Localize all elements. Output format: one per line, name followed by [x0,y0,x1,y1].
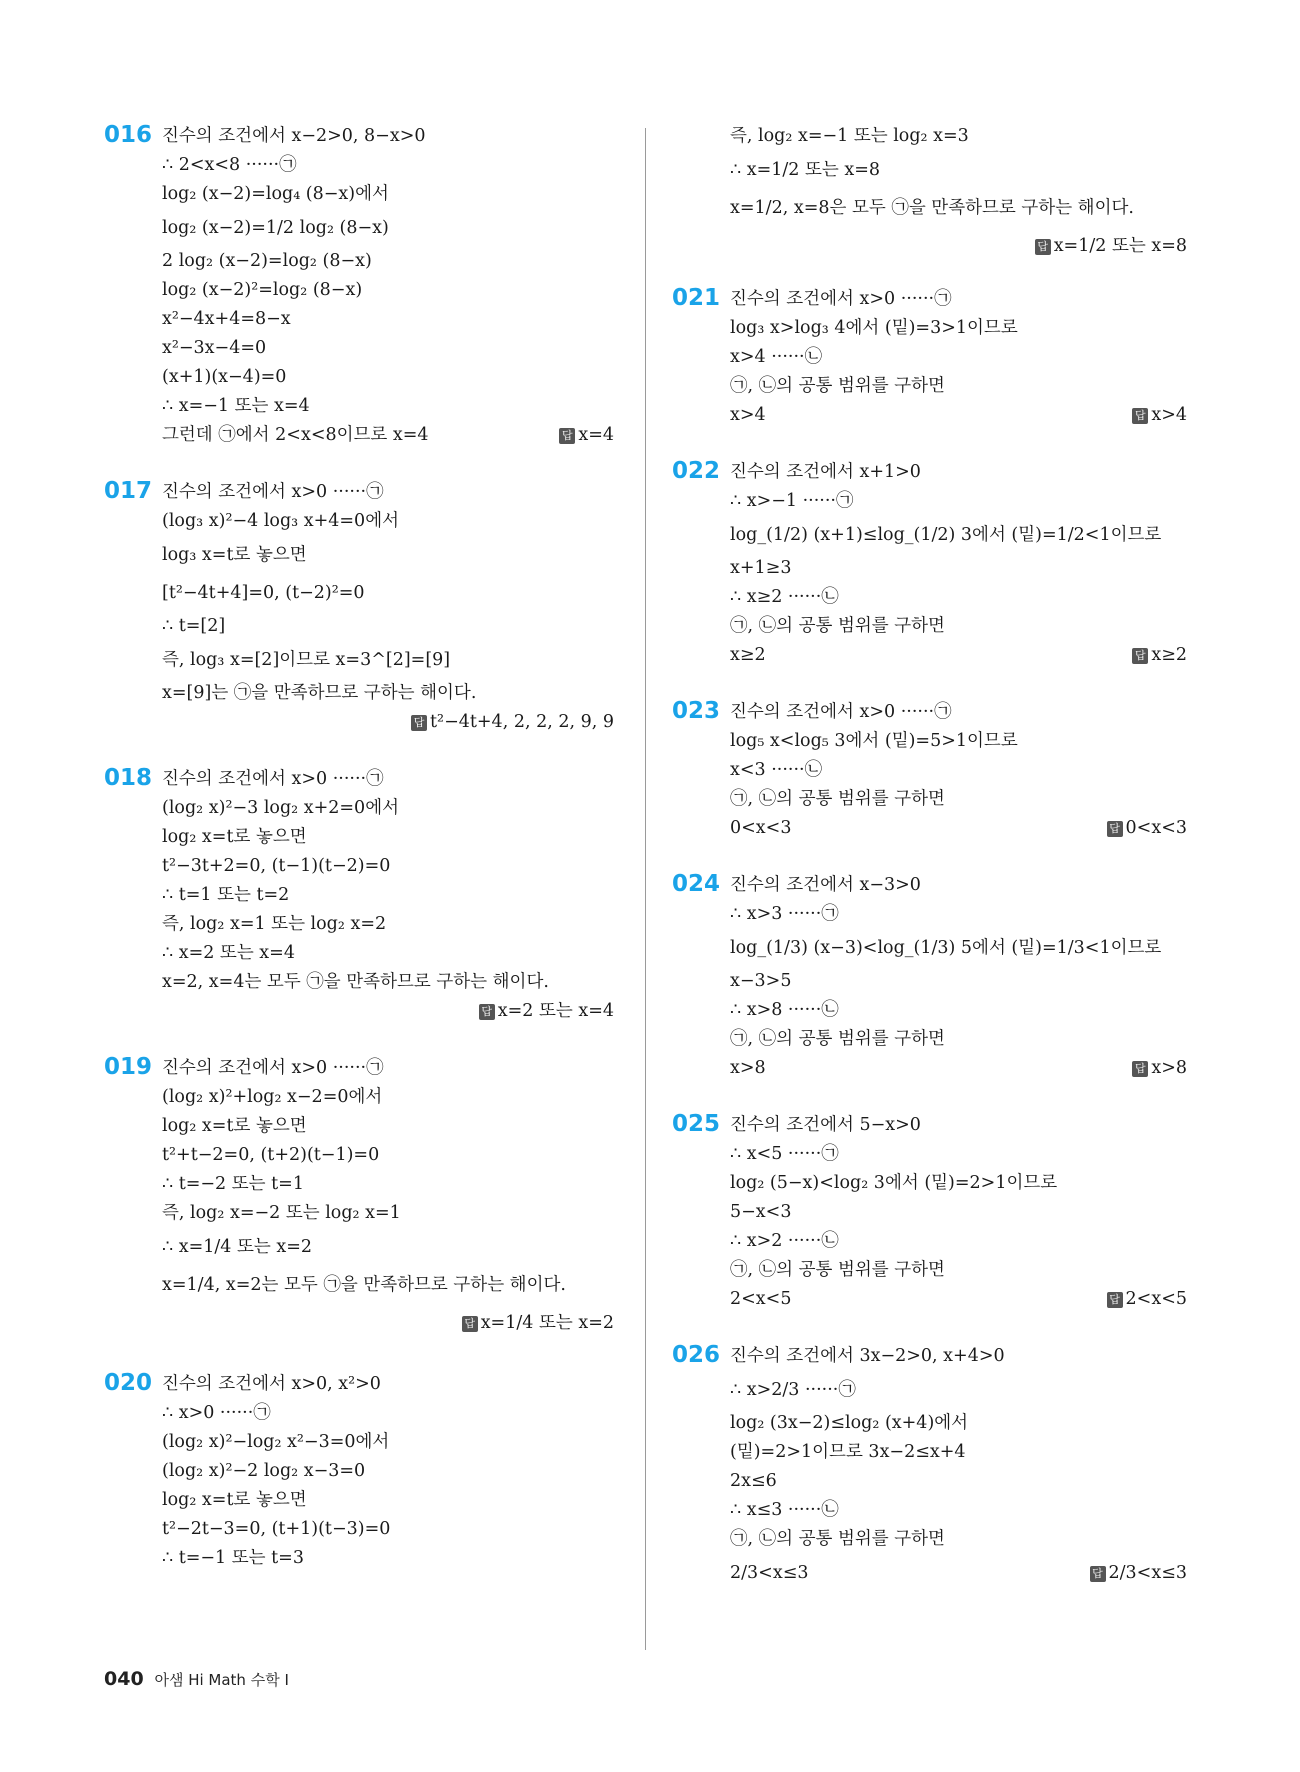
page-number: 040 [104,1668,144,1690]
solution-line: ∴ x>0 ······㉠ [162,1403,271,1423]
answer-icon: 답 [1132,648,1148,664]
answer-icon: 답 [1035,239,1051,255]
answer-text: 2/3<x≤3 [1108,1563,1187,1583]
answer [162,1304,614,1342]
solution-line: log₃ x>log₃ 4에서 (밑)=3>1이므로 [730,318,1018,338]
answer-text: 0<x<3 [1125,818,1187,838]
solution-line: 진수의 조건에서 x>0 ······㉠ [730,289,952,309]
solution-line: ∴ t=[2] [162,616,226,636]
solution-line: (log₂ x)²−3 log₂ x+2=0에서 [162,798,399,818]
answer [162,997,614,1026]
solution-line: log₃ x=t로 놓으면 [162,545,307,565]
solution-line: ∴ 2<x<8 ······㉠ [162,155,297,175]
answer [730,227,1187,265]
answer [1090,1554,1188,1592]
solution-line: (밑)=2>1이므로 3x−2≤x+4 [730,1442,966,1462]
solution-line: 5−x<3 [730,1202,792,1222]
solution-line: x>4 [730,405,766,425]
solution-line: 진수의 조건에서 x>0 ······㉠ [730,702,952,722]
answer [1107,1285,1187,1314]
answer-text: x=1/2 또는 x=8 [1053,236,1187,256]
problem-block [104,1370,614,1573]
solution-body [730,458,1187,670]
solution-line: ∴ x>3 ······㉠ [730,904,839,924]
problem-number: 025 [672,1111,721,1137]
solution-line-with-answer [730,401,1187,430]
problem-block [104,1054,614,1342]
solution-line: 2<x<5 [730,1289,792,1309]
solution-line: t²−3t+2=0, (t−1)(t−2)=0 [162,856,391,876]
problem-number: 020 [104,1370,153,1396]
solution-line: log₂ (5−x)<log₂ 3에서 (밑)=2>1이므로 [730,1173,1058,1193]
page-footer [104,1668,289,1690]
solution-line-with-answer [162,421,614,450]
solution-body [162,122,614,450]
answer-text: 2<x<5 [1125,1289,1187,1309]
solution-line: t²+t−2=0, (t+2)(t−1)=0 [162,1145,380,1165]
solution-line: x>4 ······㉡ [730,347,823,367]
solution-line: x≥2 [730,645,766,665]
solution-body [730,122,1187,265]
solution-line: log_(1/3) (x−3)<log_(1/3) 5에서 (밑)=1/3<1이므로 [730,938,1162,958]
solution-line: ∴ t=1 또는 t=2 [162,885,290,905]
solution-line: 2x≤6 [730,1471,777,1491]
solution-line: 진수의 조건에서 x>0 ······㉠ [162,482,384,502]
solution-line: ∴ x>2 ······㉡ [730,1231,839,1251]
solution-line-with-answer [730,1054,1187,1083]
solution-line: ㉠, ㉡의 공통 범위를 구하면 [730,616,945,636]
solution-line: 2/3<x≤3 [730,1563,809,1583]
answer-text: t²−4t+4, 2, 2, 2, 9, 9 [430,712,614,732]
problem-number: 024 [672,871,721,897]
solution-line: ㉠, ㉡의 공통 범위를 구하면 [730,789,945,809]
solution-line: x+1≥3 [730,558,792,578]
solution-line: log₂ x=t로 놓으면 [162,1116,307,1136]
solution-line: ∴ x=−1 또는 x=4 [162,396,310,416]
solution-line: 2 log₂ (x−2)=log₂ (8−x) [162,251,372,271]
solution-line: (log₂ x)²−log₂ x²−3=0에서 [162,1432,390,1452]
solution-line: log₂ (x−2)=1/2 log₂ (8−x) [162,218,389,238]
answer-text: x>8 [1151,1058,1187,1078]
answer [1132,401,1187,430]
solution-line: 즉, log₂ x=−2 또는 log₂ x=1 [162,1203,401,1223]
solution-line: x>8 [730,1058,766,1078]
solution-line: ㉠, ㉡의 공통 범위를 구하면 [730,1260,945,1280]
solution-line: 진수의 조건에서 x>0, x²>0 [162,1374,381,1394]
solution-line: x²−3x−4=0 [162,338,267,358]
answer-text: x>4 [1151,405,1187,425]
solution-line: t²−2t−3=0, (t+1)(t−3)=0 [162,1519,391,1539]
left-column [104,122,614,1573]
solution-line: log₂ x=t로 놓으면 [162,1490,307,1510]
solution-line: log₂ (3x−2)≤log₂ (x+4)에서 [730,1413,969,1433]
answer-icon: 답 [1107,1292,1123,1308]
solution-body [730,1342,1187,1592]
solution-line: (log₃ x)²−4 log₃ x+4=0에서 [162,511,399,531]
problem-block [672,698,1187,843]
problem-number: 022 [672,458,721,484]
solution-line: 즉, log₂ x=1 또는 log₂ x=2 [162,914,387,934]
solution-line: ∴ x<5 ······㉠ [730,1144,839,1164]
answer [559,421,614,450]
problem-block [672,871,1187,1083]
solution-line: ∴ x≥2 ······㉡ [730,587,839,607]
answer-text: x=2 또는 x=4 [497,1001,614,1021]
solution-line: ∴ t=−1 또는 t=3 [162,1548,304,1568]
solution-line: 그런데 ㉠에서 2<x<8이므로 x=4 [162,425,429,445]
answer-text: x≥2 [1151,645,1187,665]
solution-line: x−3>5 [730,971,792,991]
solution-line-with-answer [730,641,1187,670]
answer [162,708,614,737]
solution-line: (log₂ x)²+log₂ x−2=0에서 [162,1087,383,1107]
solution-line: 즉, log₂ x=−1 또는 log₂ x=3 [730,126,969,146]
solution-line: log₂ (x−2)²=log₂ (8−x) [162,280,363,300]
answer-icon: 답 [1107,821,1123,837]
problem-number: 017 [104,478,153,504]
solution-line: (log₂ x)²−2 log₂ x−3=0 [162,1461,366,1481]
solution-line: ㉠, ㉡의 공통 범위를 구하면 [730,376,945,396]
problem-block [104,122,614,450]
solution-line: ∴ x>−1 ······㉠ [730,491,854,511]
solution-line: 진수의 조건에서 3x−2>0, x+4>0 [730,1346,1005,1366]
solution-body [162,1370,614,1573]
answer-icon: 답 [462,1316,478,1332]
problem-block [672,1342,1187,1592]
solution-body [730,285,1187,430]
solution-line: 진수의 조건에서 x−2>0, 8−x>0 [162,126,426,146]
solution-line: ∴ x=1/4 또는 x=2 [162,1237,312,1257]
problem-block [104,478,614,737]
answer-icon: 답 [1132,1061,1148,1077]
answer-icon: 답 [559,428,575,444]
column-divider [645,128,646,1650]
answer-text: x=4 [578,425,614,445]
solution-line: ∴ x=1/2 또는 x=8 [730,160,880,180]
solution-body [162,765,614,1026]
solution-line: x=[9]는 ㉠을 만족하므로 구하는 해이다. [162,683,477,703]
solution-line: 진수의 조건에서 x+1>0 [730,462,921,482]
answer-icon: 답 [479,1004,495,1020]
solution-line: 진수의 조건에서 x>0 ······㉠ [162,1058,384,1078]
solution-line: [t²−4t+4]=0, (t−2)²=0 [162,583,365,603]
solution-line: x=1/2, x=8은 모두 ㉠을 만족하므로 구하는 해이다. [730,198,1134,218]
solution-body [730,871,1187,1083]
solution-line: x²−4x+4=8−x [162,309,291,329]
solution-line: (x+1)(x−4)=0 [162,367,287,387]
solution-line: ∴ x>8 ······㉡ [730,1000,839,1020]
solution-line: ㉠, ㉡의 공통 범위를 구하면 [730,1029,945,1049]
solution-line: ㉠, ㉡의 공통 범위를 구하면 [730,1529,945,1549]
solution-line: 진수의 조건에서 x−3>0 [730,875,921,895]
answer [1132,641,1187,670]
solution-line-with-answer [730,814,1187,843]
solution-line: log₂ x=t로 놓으면 [162,827,307,847]
problem-number: 018 [104,765,153,791]
right-column [672,122,1187,1592]
problem-number: 019 [104,1054,153,1080]
solution-line: log₅ x<log₅ 3에서 (밑)=5>1이므로 [730,731,1018,751]
solution-line: ∴ x>2/3 ······㉠ [730,1380,856,1400]
problem-number: 023 [672,698,721,724]
answer-icon: 답 [411,715,427,731]
solution-line: log_(1/2) (x+1)≤log_(1/2) 3에서 (밑)=1/2<1이므로 [730,525,1162,545]
solution-line-with-answer [730,1554,1187,1592]
solution-line: 즉, log₃ x=[2]이므로 x=3^[2]=[9] [162,650,451,670]
problem-block [672,458,1187,670]
answer-icon: 답 [1132,408,1148,424]
solution-line: 진수의 조건에서 x>0 ······㉠ [162,769,384,789]
solution-line: 0<x<3 [730,818,792,838]
solution-body [730,1111,1187,1314]
solution-line: ∴ x=2 또는 x=4 [162,943,295,963]
answer [1132,1054,1187,1083]
solution-line-with-answer [730,1285,1187,1314]
solution-body [162,1054,614,1342]
solution-line: x=1/4, x=2는 모두 ㉠을 만족하므로 구하는 해이다. [162,1275,566,1295]
solution-line: log₂ (x−2)=log₄ (8−x)에서 [162,184,389,204]
problem-block [672,285,1187,430]
solution-line: x<3 ······㉡ [730,760,823,780]
answer-icon: 답 [1090,1566,1106,1582]
problem-number: 026 [672,1342,721,1368]
solution-body [730,698,1187,843]
problem-block [104,765,614,1026]
problem-number: 016 [104,122,153,148]
solution-line: 진수의 조건에서 5−x>0 [730,1115,921,1135]
answer [1107,814,1187,843]
problem-block [672,122,1187,265]
answer-text: x=1/4 또는 x=2 [480,1313,614,1333]
problem-number: 021 [672,285,721,311]
book-title: 아샘 Hi Math 수학 I [154,1671,289,1689]
solution-line: ∴ x≤3 ······㉡ [730,1500,839,1520]
solution-line: ∴ t=−2 또는 t=1 [162,1174,304,1194]
solution-body [162,478,614,737]
solution-line: x=2, x=4는 모두 ㉠을 만족하므로 구하는 해이다. [162,972,549,992]
problem-block [672,1111,1187,1314]
